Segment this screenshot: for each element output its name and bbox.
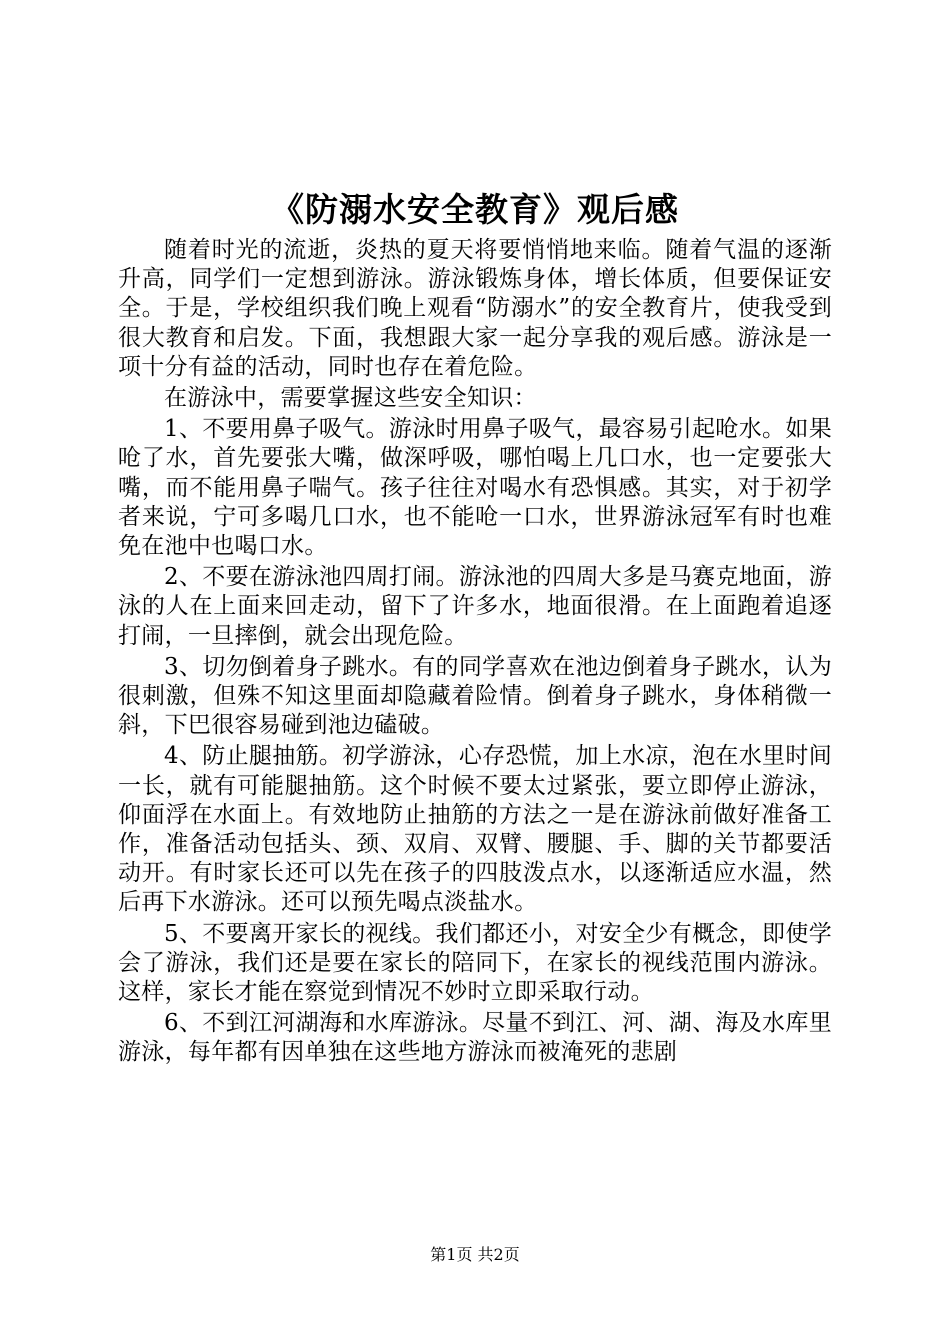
paragraph-item-2: 2、不要在游泳池四周打闹。游泳池的四周大多是马赛克地面，游泳的人在上面来回走动，留下了许多水，地面很滑。在上面跑着追逐打闹，一旦摔倒，就会出现危险。 <box>118 564 832 649</box>
page-number-footer: 第1页 共2页 <box>430 1245 520 1264</box>
paragraph-item-5: 5、不要离开家长的视线。我们都还小，对安全少有概念，即使学会了游泳，我们还是要在家长的陪同下，在家长的视线范围内游泳。这样，家长才能在察觉到情况不妙时立即采取行动。 <box>118 920 832 1006</box>
paragraph-intro: 随着时光的流逝，炎热的夏天将要悄悄地来临。随着气温的逐渐升高，同学们一定想到游泳。游泳锻炼身体，增长体质，但要保证安全。于是，学校组织我们晚上观看“防溺水”的安全教育片，使我受到很大教育和启发。下面，我想跟大家一起分享我的观后感。游泳是一项十分有益的活动，同时也存在着危险。 <box>118 237 832 380</box>
paragraph-knowledge-lead: 在游泳中，需要掌握这些安全知识： <box>164 385 537 412</box>
document-body <box>118 236 832 1070</box>
paragraph-item-1: 1、不要用鼻子吸气。游泳时用鼻子吸气，最容易引起呛水。如果呛了水，首先要张大嘴，做深呼吸，哪怕喝上几口水，也一定要张大嘴，而不能用鼻子喘气。孩子往往对喝水有恐惧感。其实，对于初学者来说，宁可多喝几口水，也不能呛一口水，世界游泳冠军有时也难免在池中也喝口水。 <box>118 416 832 560</box>
paragraph-item-3: 3、切勿倒着身子跳水。有的同学喜欢在池边倒着身子跳水，认为很刺激，但殊不知这里面却隐藏着险情。倒着身子跳水，身体稍微一斜，下巴很容易碰到池边磕破。 <box>118 653 832 739</box>
document-title: 《防溺水安全教育》观后感 <box>271 190 679 229</box>
paragraph-item-6: 6、不到江河湖海和水库游泳。尽量不到江、河、湖、海及水库里游泳，每年都有因单独在这些地方游泳而被淹死的悲剧 <box>118 1010 832 1066</box>
paragraph-item-4: 4、防止腿抽筋。初学游泳，心存恐慌，加上水凉，泡在水里时间一长，就有可能腿抽筋。这个时候不要太过紧张，要立即停止游泳，仰面浮在水面上。有效地防止抽筋的方法之一是在游泳前做好准备工作，准备活动包括头、颈、双肩、双臂、腰腿、手、脚的关节都要活动开。有时家长还可以先在孩子的四肢泼点水，以逐渐适应水温，然后再下水游泳。还可以预先喝点淡盐水。 <box>118 743 832 916</box>
